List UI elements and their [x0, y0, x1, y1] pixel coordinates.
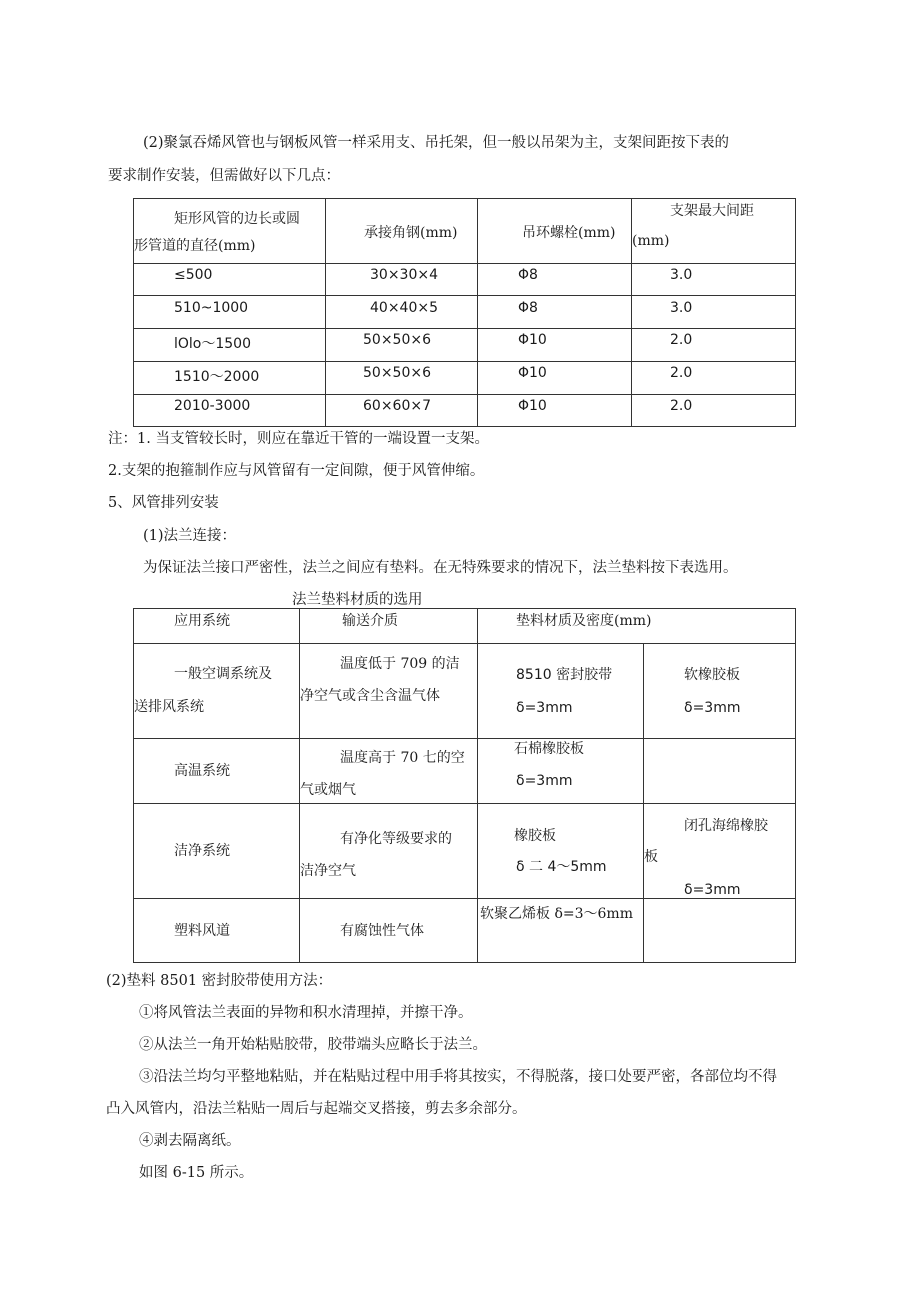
material-2-line-2: δ=3mm	[684, 700, 741, 716]
support-table-header-row	[134, 199, 796, 264]
system-line-2: 送排风系统	[134, 699, 204, 715]
material-2-line-1: 闭孔海绵橡胶	[684, 818, 768, 834]
table-row	[134, 329, 796, 362]
material-1-line-1: 8510 密封胶带	[516, 667, 613, 683]
flange-paragraph: 为保证法兰接口严密性，法兰之间应有垫料。在无特殊要求的情况下，法兰垫料按下表选用。	[143, 560, 738, 576]
header-angle-label: 承接角钢(mm)	[364, 225, 458, 241]
row-angle: 60×60×7	[363, 398, 431, 414]
row-angle: 50×50×6	[363, 365, 431, 381]
table-row	[134, 264, 796, 296]
material-2-line-3: δ=3mm	[684, 882, 741, 898]
table-row	[134, 296, 796, 329]
table-caption: 法兰垫料材质的选用	[292, 592, 423, 608]
system-label: 高温系统	[174, 763, 230, 779]
medium-line-1: 温度低于 709 的洁	[340, 656, 460, 672]
material-2-line-2: 板	[644, 849, 658, 865]
row-size: 2010-3000	[174, 398, 251, 414]
usage-heading: (2)垫料 8501 密封胶带使用方法：	[106, 973, 333, 989]
usage-step-2: ②从法兰一角开始粘贴胶带，胶带端头应略长于法兰。	[139, 1037, 487, 1053]
medium-line-1: 有净化等级要求的	[340, 831, 452, 847]
usage-step-3-line-2: 凸入风管内，沿法兰粘贴一周后与起端交叉搭接，剪去多余部分。	[106, 1101, 527, 1117]
row-bolt: Φ8	[518, 300, 538, 316]
note-1: 注：1. 当支管较长时，则应在靠近干管的一端设置一支架。	[108, 431, 489, 447]
row-spacing: 2.0	[670, 332, 693, 348]
header-bolt-cell	[478, 199, 632, 264]
intro-line-2: 要求制作安装，但需做好以下几点：	[108, 168, 340, 184]
material-1-line-1: 橡胶板	[514, 828, 556, 844]
medium-line-2: 洁净空气	[300, 863, 356, 879]
note-2: 2.支架的抱箍制作应与风管留有一定间隙，便于风管伸缩。	[108, 463, 485, 479]
medium-label: 有腐蚀性气体	[340, 923, 424, 939]
header-spacing-line-2: (mm)	[632, 233, 670, 249]
table-row	[134, 644, 796, 739]
row-spacing: 2.0	[670, 365, 693, 381]
row-angle: 30×30×4	[370, 267, 438, 283]
row-spacing: 2.0	[670, 398, 693, 414]
header-spacing-line-1: 支架最大间距	[670, 203, 754, 219]
header-medium-cell	[300, 609, 478, 644]
table-row	[134, 899, 796, 963]
row-size: 510~1000	[174, 300, 249, 316]
section-heading: 5、风管排列安装	[108, 495, 219, 511]
row-angle: 50×50×6	[363, 332, 431, 348]
usage-step-3-line-1: ③沿法兰均匀平整地粘贴，并在粘贴过程中用手将其按实，不得脱落，接口处要严密，各部位均不得	[139, 1069, 777, 1085]
table-row	[134, 804, 796, 899]
row-spacing: 3.0	[670, 300, 693, 316]
usage-step-4: ④剥去隔离纸。	[139, 1133, 241, 1149]
subsection-flange-connection: (1)法兰连接：	[143, 528, 237, 544]
header-size-cell	[134, 199, 326, 264]
header-size-line-1: 矩形风管的边长或圆	[174, 211, 300, 227]
system-label: 塑料风道	[174, 923, 230, 939]
header-system-label: 应用系统	[174, 613, 230, 629]
row-bolt: Φ8	[518, 267, 538, 283]
header-angle-cell	[326, 199, 478, 264]
usage-step-1: ①将风管法兰表面的异物和积水清理掉，并擦干净。	[139, 1005, 473, 1021]
material-1-line-2: δ=3mm	[516, 700, 573, 716]
header-material-cell	[478, 609, 796, 644]
medium-line-2: 气或烟气	[300, 782, 356, 798]
material-1-line-1: 石棉橡胶板	[514, 741, 584, 757]
header-medium-label: 输送介质	[342, 613, 398, 629]
header-size-line-2: 形管道的直径(mm)	[134, 238, 256, 254]
gasket-table-header-row	[134, 609, 796, 644]
header-system-cell	[134, 609, 300, 644]
row-size: ≤500	[174, 267, 213, 283]
system-line-1: 一般空调系统及	[174, 666, 272, 682]
medium-line-2: 净空气或含尘含温气体	[300, 688, 440, 704]
material-1-line-2: δ 二 4～5mm	[516, 859, 607, 875]
table-row	[134, 362, 796, 395]
row-bolt: Φ10	[518, 332, 547, 348]
material-1-line-2: δ=3mm	[516, 773, 573, 789]
header-bolt-label: 吊环螺栓(mm)	[522, 225, 616, 241]
row-size: 1510～2000	[174, 369, 260, 385]
support-spacing-table	[133, 198, 796, 427]
row-size: lOlo～1500	[174, 336, 251, 352]
material-1-label: 软聚乙烯板 δ=3～6mm	[480, 906, 633, 922]
header-spacing-cell	[632, 199, 796, 264]
system-label: 洁净系统	[174, 843, 230, 859]
row-angle: 40×40×5	[370, 300, 438, 316]
table-row	[134, 395, 796, 427]
intro-line-1: (2)聚氯吞烯风管也与钢板风管一样采用支、吊托架，但一般以吊架为主，支架间距按下表的	[143, 135, 730, 151]
gasket-material-table	[133, 608, 796, 963]
material-2-line-1: 软橡胶板	[684, 667, 740, 683]
table-row	[134, 739, 796, 804]
row-spacing: 3.0	[670, 267, 693, 283]
medium-line-1: 温度高于 70 七的空	[340, 750, 465, 766]
figure-reference: 如图 6-15 所示。	[139, 1165, 254, 1181]
row-bolt: Φ10	[518, 398, 547, 414]
header-material-label: 垫料材质及密度(mm)	[516, 613, 652, 629]
row-bolt: Φ10	[518, 365, 547, 381]
